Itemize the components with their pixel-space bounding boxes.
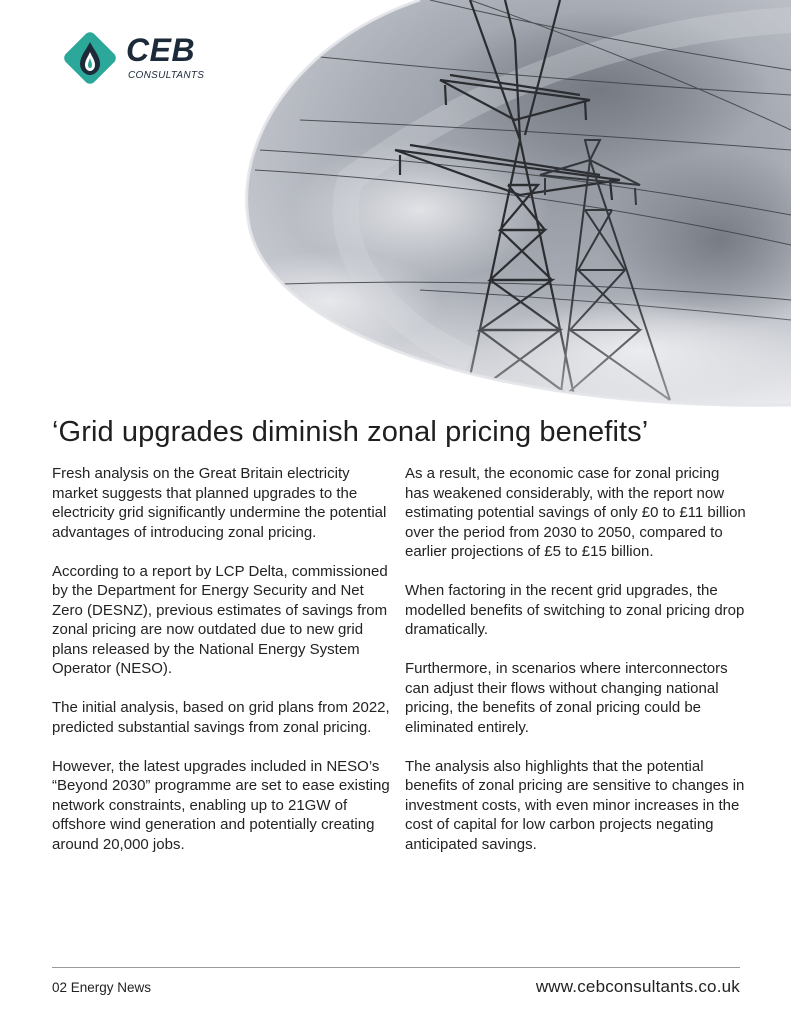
logo-tagline: CONSULTANTS xyxy=(128,70,205,81)
logo-wordmark: CEB xyxy=(126,32,196,68)
paragraph: According to a report by LCP Delta, commissioned by the Department for Energy Security and Net Zero (DESNZ), previous estimates of savings from zonal pricing are now outdated due to new grid plans released by the National Energy System Operator (NESO). xyxy=(52,562,388,677)
paragraph: However, the latest upgrades included in NESO’s “Beyond 2030” programme are set to ease existing network constraints, enabling up to 21GW of offshore wind generation and potentially creating around 20,000 jobs. xyxy=(52,757,390,853)
article-column-left xyxy=(52,464,394,874)
page-label: 02 Energy News xyxy=(52,980,152,995)
paragraph: The analysis also highlights that the potential benefits of zonal pricing are sensitive to changes in investment costs, with even minor increases in the cost of capital for low carbon projects negating anticipated savings. xyxy=(405,757,745,853)
paragraph: As a result, the economic case for zonal pricing has weakened considerably, with the report now estimating potential savings of only £0 to £11 billion over the period from 2030 to 2050, compared to earlier projections of £5 to £15 billion. xyxy=(405,465,746,560)
article-title: ‘Grid upgrades diminish zonal pricing benefits’ xyxy=(52,416,649,448)
paragraph: Fresh analysis on the Great Britain electricity market suggests that planned upgrades to the electricity grid significantly undermine the potential advantages of introducing zonal pricing. xyxy=(52,465,387,541)
footer-divider xyxy=(52,967,740,968)
ceb-drop-icon xyxy=(60,28,120,88)
article-column-right xyxy=(405,464,747,874)
website-link[interactable]: www.cebconsultants.co.uk xyxy=(535,977,740,996)
company-logo[interactable] xyxy=(60,28,220,92)
paragraph: The initial analysis, based on grid plans from 2022, predicted substantial savings from zonal pricing. xyxy=(52,699,390,736)
paragraph: Furthermore, in scenarios where interconnectors can adjust their flows without changing national pricing, the benefits of zonal pricing could be eliminated entirely. xyxy=(405,660,728,736)
paragraph: When factoring in the recent grid upgrades, the modelled benefits of switching to zonal pricing drop dramatically. xyxy=(405,582,745,638)
